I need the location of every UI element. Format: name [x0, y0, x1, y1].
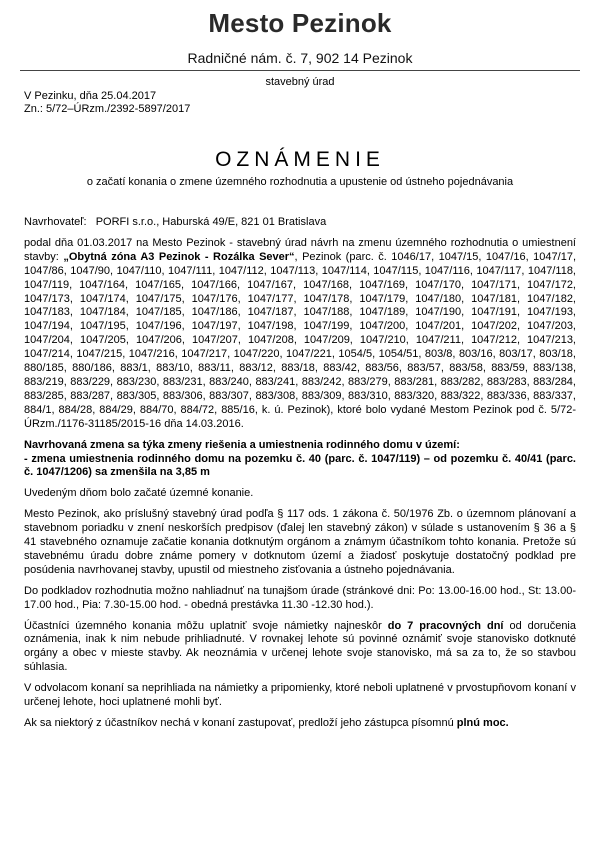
- proposer-label: Navrhovateľ:: [24, 216, 87, 228]
- representative-lead: Ak sa niektorý z účastníkov nechá v konaní zastupovať, predloží jeho zástupca písomnú: [24, 717, 457, 729]
- appeal-paragraph: V odvolacom konaní sa neprihliada na námietky a pripomienky, ktoré neboli uplatnené v prvostupňovom konaní v určenej lehote, hoci uplatnené mohli byť.: [24, 682, 576, 709]
- objections-paragraph: [24, 620, 576, 676]
- document-body: [24, 216, 576, 738]
- project-name: „Obytná zóna A3 Pezinok - Rozálka Sever“: [63, 250, 295, 263]
- change-item: - zmena umiestnenia rodinného domu na pozemku č. 40 (parc. č. 1047/119) – od pozemku č. 40/41 (parc. č. 1047/1206) sa zmenšila na 3,85 m: [24, 452, 576, 479]
- application-parcels: , Pezinok (parc. č. 1046/17, 1047/15, 1047/16, 1047/17, 1047/86, 1047/90, 1047/110, 1047/111, 1047/112, 1047/113, 1047/114, 1047/115, 1047/116, 1047/117, 1047/118, 1047/119, 1047/164, 1047/165, 1047/166, 1047/167, 1047/168, 1047/169, 1047/170, 1047/171, 1047/172, 1047/173, 1047/174, 1047/175, 1047/176, 1047/177, 1047/178, 1047/179, 1047/180, 1047/181, 1047/182, 1047/183, 1047/184, 1047/185, 1047/186, 1047/187, 1047/188, 1047/189, 1047/190, 1047/191, 1047/193, 1047/194, 1047/195, 1047/196, 1047/197, 1047/198, 1047/199, 1047/200, 1047/201, 1047/202, 1047/203, 1047/204, 1047/205, 1047/206, 1047/207, 1047/208, 1047/209, 1047/210, 1047/211, 1047/212, 1047/213, 1047/214, 1047/215, 1047/216, 1047/217, 1047/220, 1047/221, 1054/5, 1054/51, 803/8, 803/16, 803/17, 803/18, 880/185, 880/186, 883/1, 883/10, 883/11, 883/12, 883/18, 883/42, 883/56, 883/57, 883/58, 883/59, 883/138, 883/219, 883/229, 883/230, 883/231, 883/240, 883/241, 883/242, 883/279, 883/281, 883/282, 883/283, 883/284, 883/285, 883/287, 883/305, 883/306, 883/307, 883/308, 883/309, 883/310, 883/320, 883/322, 883/336, 883/337, 884/1, 884/28, 884/29, 884/70, 884/72, 885/16, k. ú. Pezinok), ktoré bolo vydané Mestom Pezinok pod č. 5/72-ÚRzm./1176-31185/2015-16 dňa 14.03.2016.: [24, 250, 576, 430]
- started-paragraph: Uvedeným dňom bolo začaté územné konanie.: [24, 487, 254, 500]
- document-title: OZNÁMENIE: [215, 148, 385, 171]
- representative-paragraph: [24, 717, 576, 731]
- place-date: V Pezinku, dňa 25.04.2017: [24, 90, 157, 102]
- reference-number: Zn.: 5/72–ÚRzm./2392-5897/2017: [24, 103, 191, 115]
- objections-deadline: do 7 pracovných dní: [387, 619, 504, 632]
- office-name: stavebný úrad: [265, 76, 335, 88]
- power-of-attorney: plnú moc.: [456, 717, 509, 729]
- objections-lead: Účastníci územného konania môžu uplatniť svoje námietky najneskôr: [24, 619, 388, 632]
- document-subtitle: o začatí konania o zmene územného rozhodnutia a upustenie od ústneho pojednávania: [86, 176, 514, 188]
- objections-rest: od doručenia oznámenia, inak k nim nebude prihliadnuté. V rovnakej lehote sú povinné oznámiť svoje stanovisko dotknuté orgány a obec v mieste stavby. Ak neoznámia v určenej lehote svoje stanovisko, má sa za to, že so stavbou súhlasia.: [24, 619, 576, 674]
- municipality-title: Mesto Pezinok: [208, 8, 392, 38]
- documents-paragraph: Do podkladov rozhodnutia možno nahliadnuť na tunajšom úrade (stránkové dni: Po: 13.00-16.00 hod., St: 13.00-17.00 hod., Pia: 7.30-15.00 hod. - obedná prestávka 11.30 -12.30 hod.).: [24, 584, 576, 611]
- change-heading: Navrhovaná zmena sa týka zmeny riešenia a umiestnenia rodinného domu v území:: [24, 438, 460, 451]
- authority-paragraph: Mesto Pezinok, ako príslušný stavebný úrad podľa § 117 ods. 1 zákona č. 50/1976 Zb. o územnom plánovaní a stavebnom poriadku v znení neskorších predpisov (ďalej len stavebný zákon) v súlade s ustanovením § 36 a § 41 stavebného oznamuje začatie konania dotknutým orgánom a známym účastníkom tohto konania. Pretože sú stavebnému úradu dobre známe pomery v dotknutom území a žiadosť poskytuje dostatočný podklad pre posúdenia navrhovanej stavby, upustil od miestneho zisťovania a ústneho pojednávania.: [24, 508, 576, 576]
- application-lead: podal dňa 01.03.2017 na Mesto Pezinok - stavebný úrad návrh na zmenu územného rozhodnutia o umiestnení stavby:: [24, 236, 576, 263]
- header-divider: [20, 70, 580, 71]
- proposer-value: PORFI s.r.o., Haburská 49/E, 821 01 Bratislava: [95, 216, 327, 228]
- municipality-address: Radničné nám. č. 7, 902 14 Pezinok: [187, 50, 413, 66]
- proposer-line: [24, 216, 576, 230]
- application-paragraph: [24, 237, 576, 432]
